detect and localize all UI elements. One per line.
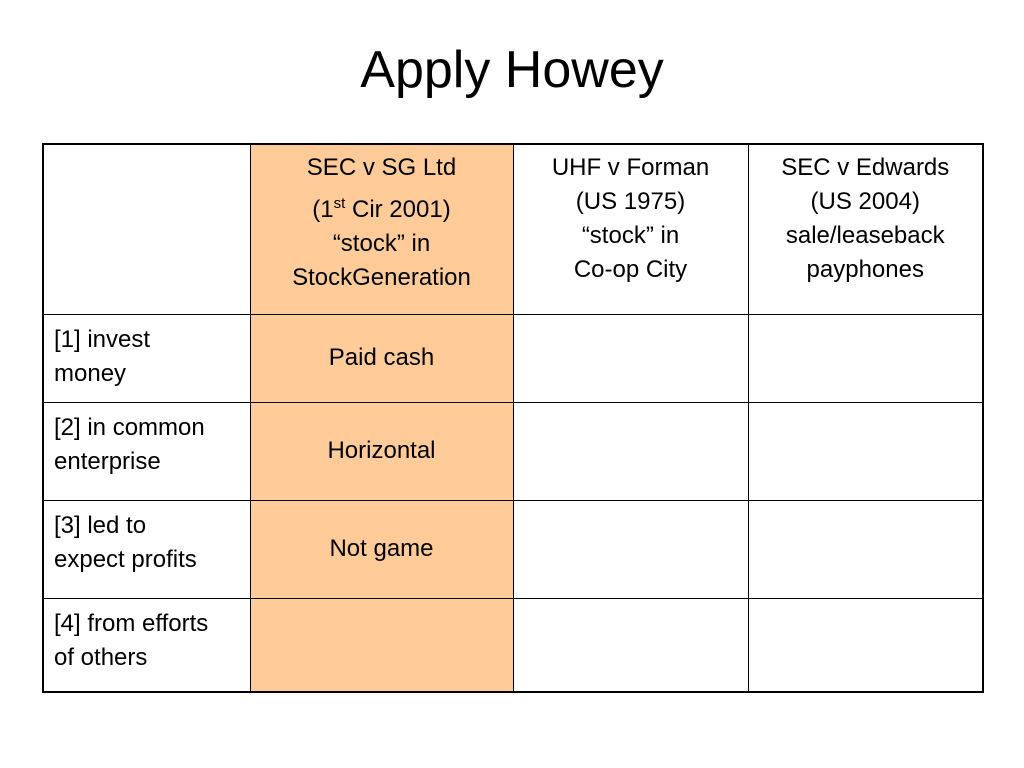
table-cell: Not game	[250, 500, 513, 598]
table-cell	[748, 402, 983, 500]
table-cell: Paid cash	[250, 314, 513, 402]
table-cell	[748, 500, 983, 598]
corner-cell	[43, 144, 250, 314]
case-subject-line: sale/leaseback	[785, 222, 945, 249]
table-row	[43, 402, 983, 500]
case-subject-line: Co-op City	[573, 256, 688, 283]
case-court-year: (1st Cir 2001)	[312, 195, 451, 223]
case-court-year: (US 2004)	[810, 188, 920, 215]
column-header-sec-v-sg-ltd	[250, 144, 513, 314]
table-cell	[748, 314, 983, 402]
column-header-sec-v-edwards	[748, 144, 983, 314]
row-label-efforts-of-others: [4] from efforts of others	[43, 598, 250, 692]
case-name: SEC v SG Ltd	[306, 154, 457, 181]
table-cell	[513, 402, 748, 500]
table-row	[43, 500, 983, 598]
table-cell	[748, 598, 983, 692]
slide-title: Apply Howey	[360, 41, 664, 99]
howey-comparison-table	[42, 143, 984, 693]
row-label-common-enterprise: [2] in common enterprise	[43, 402, 250, 500]
case-court-year: (US 1975)	[575, 188, 686, 215]
case-subject-line: payphones	[806, 256, 924, 283]
table-row	[43, 314, 983, 402]
table-cell	[250, 598, 513, 692]
table-cell	[513, 314, 748, 402]
case-subject-line: “stock” in	[332, 230, 431, 257]
case-name: SEC v Edwards	[781, 154, 950, 181]
case-name: UHF v Forman	[551, 154, 710, 181]
table-header-row	[43, 144, 983, 314]
case-subject-line: StockGeneration	[292, 264, 471, 291]
row-label-expect-profits: [3] led to expect profits	[43, 500, 250, 598]
table-cell	[513, 500, 748, 598]
table-cell	[513, 598, 748, 692]
case-subject-line: “stock” in	[581, 222, 680, 249]
row-label-invest-money: [1] invest money	[43, 314, 250, 402]
table-row	[43, 598, 983, 692]
column-header-uhf-v-forman	[513, 144, 748, 314]
table-cell: Horizontal	[250, 402, 513, 500]
